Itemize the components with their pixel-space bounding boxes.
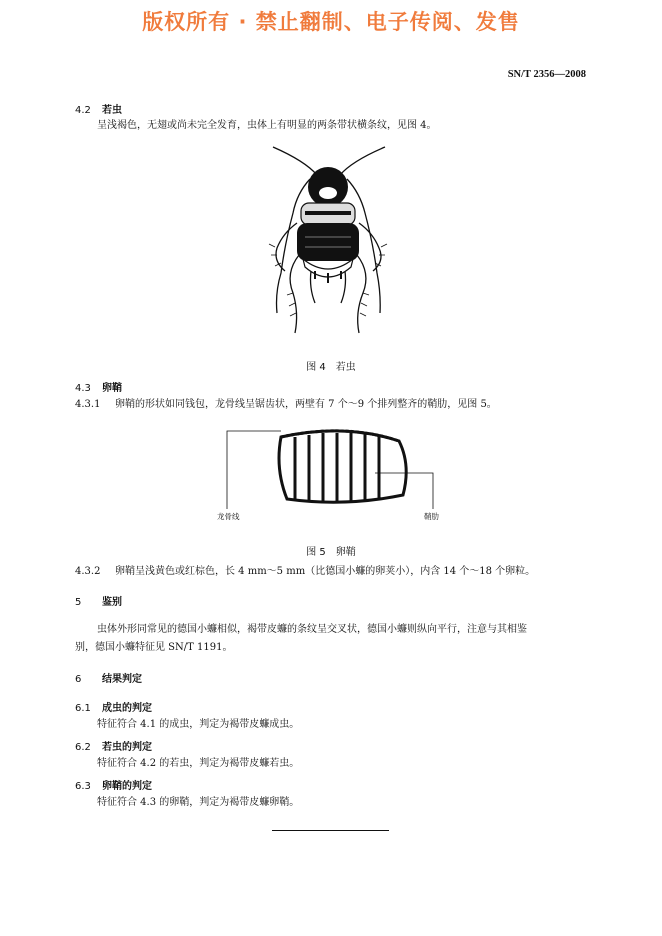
section-6-3-heading xyxy=(75,777,152,792)
section-5-line-1: 虫体外形同常见的德国小蠊相似，褐带皮蠊的条纹呈交叉状，德国小蠊则纵向平行，注意与其相鉴 xyxy=(97,624,527,635)
end-rule xyxy=(272,830,389,831)
section-title: 卵鞘的判定 xyxy=(102,781,152,792)
section-title: 成虫的判定 xyxy=(102,703,152,714)
section-number: 4.3.2 xyxy=(75,566,101,577)
standard-number: SN/T 2356—2008 xyxy=(507,69,586,80)
section-title: 若虫 xyxy=(102,105,122,116)
figure-5-caption: 图 5 卵鞘 xyxy=(306,547,356,558)
section-5-line-2: 别，德国小蠊特征见 SN/T 1191。 xyxy=(75,642,233,653)
section-4-2-heading xyxy=(75,101,122,116)
section-title: 若虫的判定 xyxy=(102,742,152,753)
section-6-1-text: 特征符合 4.1 的成虫，判定为褐带皮蠊成虫。 xyxy=(97,719,300,730)
section-number: 4.3 xyxy=(75,383,91,394)
label-rib: 鞘肋 xyxy=(424,512,439,521)
section-5-heading xyxy=(75,593,122,608)
section-number: 4.2 xyxy=(75,105,91,116)
section-4-3-2 xyxy=(75,564,535,579)
section-6-heading xyxy=(75,670,142,685)
section-6-2-text: 特征符合 4.2 的若虫，判定为褐带皮蠊若虫。 xyxy=(97,758,300,769)
ootheca-figure xyxy=(215,425,445,520)
section-title: 结果判定 xyxy=(102,674,142,685)
section-4-2-text: 呈浅褐色，无翅或尚未完全发育，虫体上有明显的两条带状横条纹，见图 4。 xyxy=(97,120,437,131)
antenna-left xyxy=(273,147,317,175)
label-keel-line: 龙骨线 xyxy=(217,512,240,521)
section-number: 6.1 xyxy=(75,703,91,714)
section-6-1-heading xyxy=(75,699,152,714)
section-4-3-heading xyxy=(75,379,122,394)
section-6-2-heading xyxy=(75,738,152,753)
watermark: 版权所有 · 禁止翻制、电子传阅、发售 xyxy=(142,10,520,34)
figure-4-caption: 图 4 若虫 xyxy=(306,362,356,373)
section-title: 鉴别 xyxy=(102,597,122,608)
section-6-3-text: 特征符合 4.3 的卵鞘，判定为褐带皮蠊卵鞘。 xyxy=(97,797,300,808)
section-number: 6 xyxy=(75,674,82,685)
section-number: 5 xyxy=(75,597,82,608)
section-number: 6.3 xyxy=(75,781,91,792)
section-number: 4.3.1 xyxy=(75,399,101,410)
section-text: 卵鞘的形状如同钱包，龙骨线呈锯齿状，两壁有 7 个～9 个排列整齐的鞘肋，见图 5。 xyxy=(115,399,497,410)
section-number: 6.2 xyxy=(75,742,91,753)
section-text: 卵鞘呈浅黄色或红棕色，长 4 mm～5 mm（比德国小蠊的卵荚小），内含 14 个～18 个卵粒。 xyxy=(115,566,536,577)
section-4-3-1 xyxy=(75,397,497,412)
nymph-figure xyxy=(255,143,400,338)
antenna-right xyxy=(340,147,385,175)
section-title: 卵鞘 xyxy=(102,383,122,394)
